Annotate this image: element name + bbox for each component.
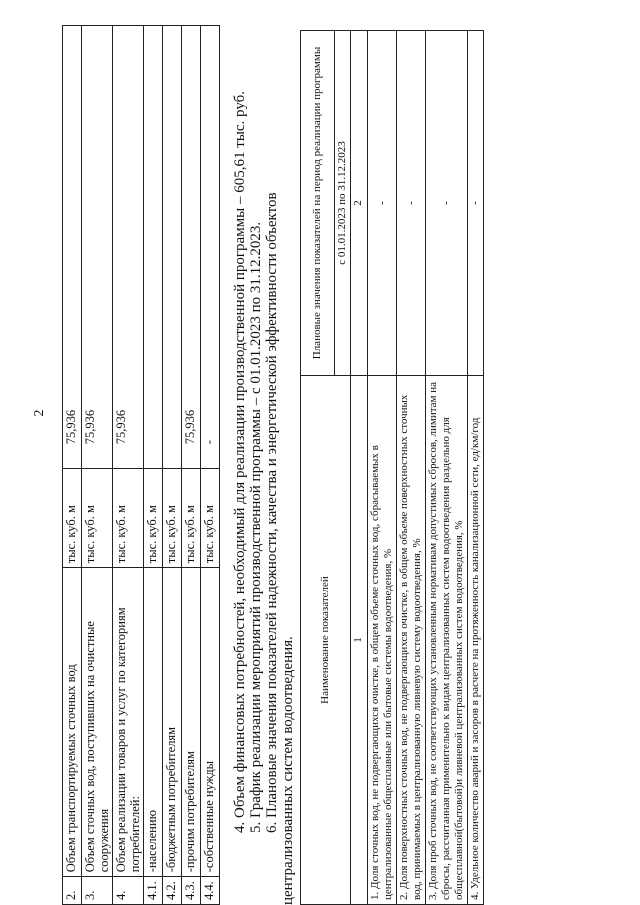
table-row (144, 26, 163, 905)
value-text (145, 444, 159, 464)
header-plan-values: Плановые значения показателей на период реализации программы (301, 31, 335, 376)
indicator-value: - (468, 31, 484, 376)
row-name: -собственные нужды (201, 568, 220, 877)
row-unit: тыс. куб. м (163, 469, 182, 568)
value-text: 75,936 (114, 409, 128, 445)
row-value (82, 26, 113, 469)
row-name: -прочим потребителям (182, 568, 201, 877)
row-number: 2. (63, 877, 82, 905)
indicator-name: 3. Доля проб сточных вод, не соответствующих установленным нормативам допустимых сбросов, лимитам на сбросы, рассчитанная применительно к видам централизованных систем водоотведения раздельно для общесплавной(бытовой)и ливневой централизованных систем водоотведения, % (426, 376, 468, 905)
row-value (201, 26, 220, 469)
indicator-value: - (426, 31, 468, 376)
row-unit: тыс. куб. м (63, 469, 82, 568)
header-indicator-name: Наименование показателей (301, 376, 351, 905)
volume-table (62, 25, 220, 905)
table-row (163, 26, 182, 905)
row-name: -населению (144, 568, 163, 877)
row-unit: тыс. куб. м (82, 469, 113, 568)
value-text (164, 444, 178, 464)
row-unit: тыс. куб. м (182, 469, 201, 568)
table-row (82, 26, 113, 905)
row-number: 3. (82, 877, 113, 905)
section-4-text: 4. Объем финансовых потребностей, необходимый для реализации производственной программы – 605,61 тыс. руб. (232, 90, 248, 833)
indicator-value: - (368, 31, 397, 376)
row-unit: тыс. куб. м (144, 469, 163, 568)
indicator-name: 4. Удельное количество аварий и засоров в расчете на протяженность канализационной сети, ед/км/год (468, 376, 484, 905)
table-row (113, 26, 144, 905)
row-value (182, 26, 201, 469)
row-value (163, 26, 182, 469)
row-name: -бюджетным потребителям (163, 568, 182, 877)
row-unit: тыс. куб. м (201, 469, 220, 568)
row-name: Объем сточных вод, поступивших на очистные сооружения (82, 568, 113, 877)
table-row (63, 26, 82, 905)
table-row (201, 26, 220, 905)
table-row (468, 31, 484, 905)
table-row (426, 31, 468, 905)
value-text: 75,936 (64, 409, 78, 445)
indicator-name: 1. Доля сточных вод, не подвергающихся очистке, в общем объеме сточных вод, сбрасываемых в централизованные общесплавные или бытовые системы водоотведения, % (368, 376, 397, 905)
header-period: с 01.01.2023 по 31.12.2023 (335, 31, 351, 376)
sections-text (232, 25, 296, 905)
row-value (63, 26, 82, 469)
value-text: 75,936 (83, 409, 97, 445)
row-number: 4.2. (163, 877, 182, 905)
row-value (113, 26, 144, 469)
row-name: Объем реализации товаров и услуг по категориям потребителей: (113, 568, 144, 877)
indicator-value: - (397, 31, 426, 376)
column-index-2: 2 (351, 31, 368, 376)
indicators-table (300, 30, 484, 905)
row-unit: тыс. куб. м (113, 469, 144, 568)
section-5-text: 5. График реализации мероприятий производственной программы – с 01.01.2023 по 31.12.2023. (248, 221, 264, 833)
row-number: 4.3. (182, 877, 201, 905)
row-name: Объем транспортируемых сточных вод (63, 568, 82, 877)
table-row (182, 26, 201, 905)
row-number: 4. (113, 877, 144, 905)
section-6-text-line1: 6. Плановые значения показателей надежности, качества и энергетической эффективности объектов (264, 192, 280, 833)
row-number: 4.1. (144, 877, 163, 905)
table-row (368, 31, 397, 905)
section-6-text-line2: централизованных систем водоотведения. (280, 636, 296, 905)
page-number: 2 (32, 409, 47, 417)
row-value (144, 26, 163, 469)
column-index-1: 1 (351, 376, 368, 905)
value-text: - (202, 440, 216, 445)
indicator-name: 2. Доля поверхностных сточных вод, не подвергающихся очистке, в общем объеме поверхностных сточных вод, принимаемых в централизованную ливневую систему водоотведения, % (397, 376, 426, 905)
row-number: 4.4. (201, 877, 220, 905)
value-text: 75,936 (183, 409, 197, 445)
table-row (397, 31, 426, 905)
